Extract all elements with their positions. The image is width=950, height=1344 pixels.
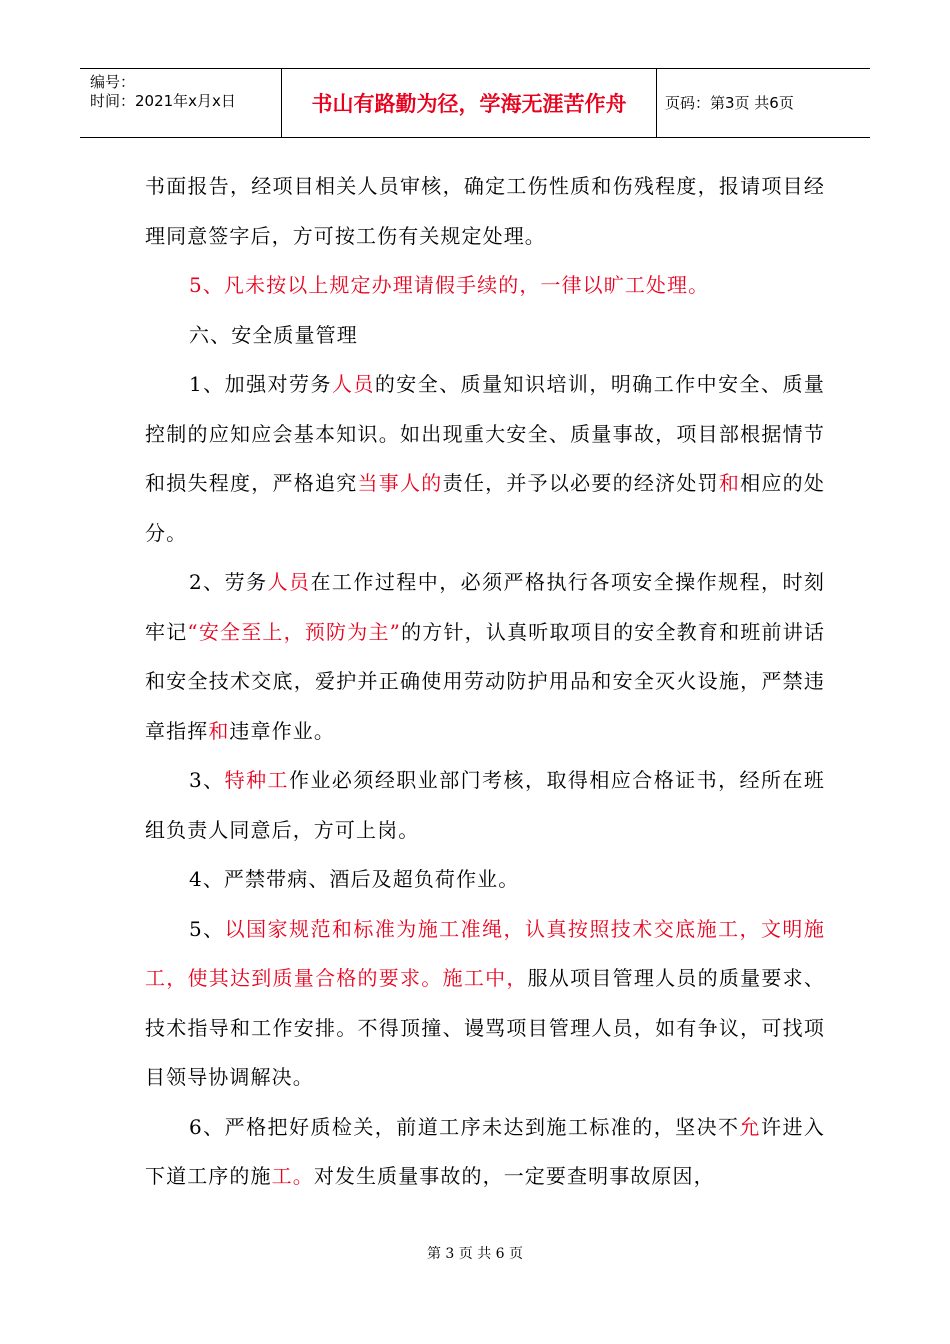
page-header	[80, 68, 870, 138]
text-run: 特种工	[224, 768, 290, 792]
header-meta-cell	[80, 69, 282, 137]
text-run: 1、加强对劳务	[189, 372, 332, 396]
body-paragraph	[145, 855, 825, 905]
body-paragraph	[145, 360, 825, 558]
text-run: 相应的处分。	[145, 471, 826, 545]
page-footer: 第 3 页 共 6 页	[426, 1246, 524, 1262]
text-run: 的安全、质量知识培训，明确工作中安全、质量控制的应知应会基本知识。如出现重大安全、质量事故，项目部根据情节和损失程度，严格追究	[145, 372, 825, 495]
body-paragraph	[145, 261, 825, 311]
text-run: 作业必须经职业部门考核，取得相应合格证书，经所在班组负责人同意后，方可上岗。	[145, 768, 825, 842]
text-run: 6、严格把好质检关，前道工序未达到施工标准的，坚决不	[189, 1114, 740, 1139]
text-run: 在工作过程中，必须严格执行各项安全操作规程，时刻牢记	[145, 570, 826, 644]
text-run: 六、安全质量管理	[189, 322, 358, 347]
document-code-label: 编号：	[90, 73, 136, 91]
header-motto: 书山有路勤为径，学海无涯苦作舟	[311, 92, 627, 116]
text-run: 4、严禁带病、酒后及超负荷作业。	[189, 867, 520, 891]
body-paragraph	[145, 162, 825, 261]
text-run: 的方针，认真听取项目的安全教育和班前讲话和安全技术交底，爱护并正确使用劳动防护用品和安全灭火设施，严禁违章指挥	[145, 619, 825, 743]
text-run: “安全至上，预防为主”	[187, 619, 401, 644]
text-run: 2、劳务	[189, 570, 268, 594]
text-run: 人员	[331, 372, 375, 396]
text-run: 人员	[267, 570, 311, 594]
body-paragraph	[145, 756, 825, 855]
text-run: 以国家规范和标准为施工准绳，认真按照技术交底施工，文明施工，使其达到质量合格的要求。施工中，	[145, 916, 825, 990]
text-run: 5、凡未按以上规定办理请假手续的，一律以旷工处理。	[189, 273, 710, 297]
text-run: 对发生质量事故的，一定要查明事故原因，	[313, 1164, 715, 1188]
text-run: 5、	[189, 916, 225, 941]
text-run: 违章作业。	[229, 718, 335, 743]
body-paragraph	[145, 905, 825, 1103]
text-run: 工。	[271, 1164, 314, 1188]
text-run: 书面报告，经项目相关人员审核，确定工伤性质和伤残程度，报请项目经理同意签字后，方可按工伤有关规定处理。	[145, 174, 825, 248]
document-body	[145, 162, 825, 1202]
text-run: 3、	[189, 768, 225, 792]
header-page-cell	[657, 69, 870, 137]
text-run: 允	[739, 1114, 761, 1139]
text-run: 服从项目管理人员的质量要求、技术指导和工作安排。不得顶撞、谩骂项目管理人员，如有争议，可找项目领导协调解决。	[145, 966, 825, 1089]
body-paragraph	[145, 558, 825, 756]
document-time-label: 时间：2021年x月x日	[90, 92, 236, 110]
body-paragraph	[145, 1103, 825, 1202]
header-motto-cell	[282, 69, 657, 137]
text-run: 和	[718, 471, 741, 495]
text-run: 责任，并予以必要的经济处罚	[442, 471, 719, 495]
header-page-info: 页码：第3页 共6页	[665, 94, 794, 112]
text-run: 和	[208, 718, 230, 743]
text-run: 许进入下道工序的施	[145, 1114, 825, 1188]
body-paragraph	[145, 311, 825, 361]
text-run: 当事人的	[357, 471, 443, 495]
